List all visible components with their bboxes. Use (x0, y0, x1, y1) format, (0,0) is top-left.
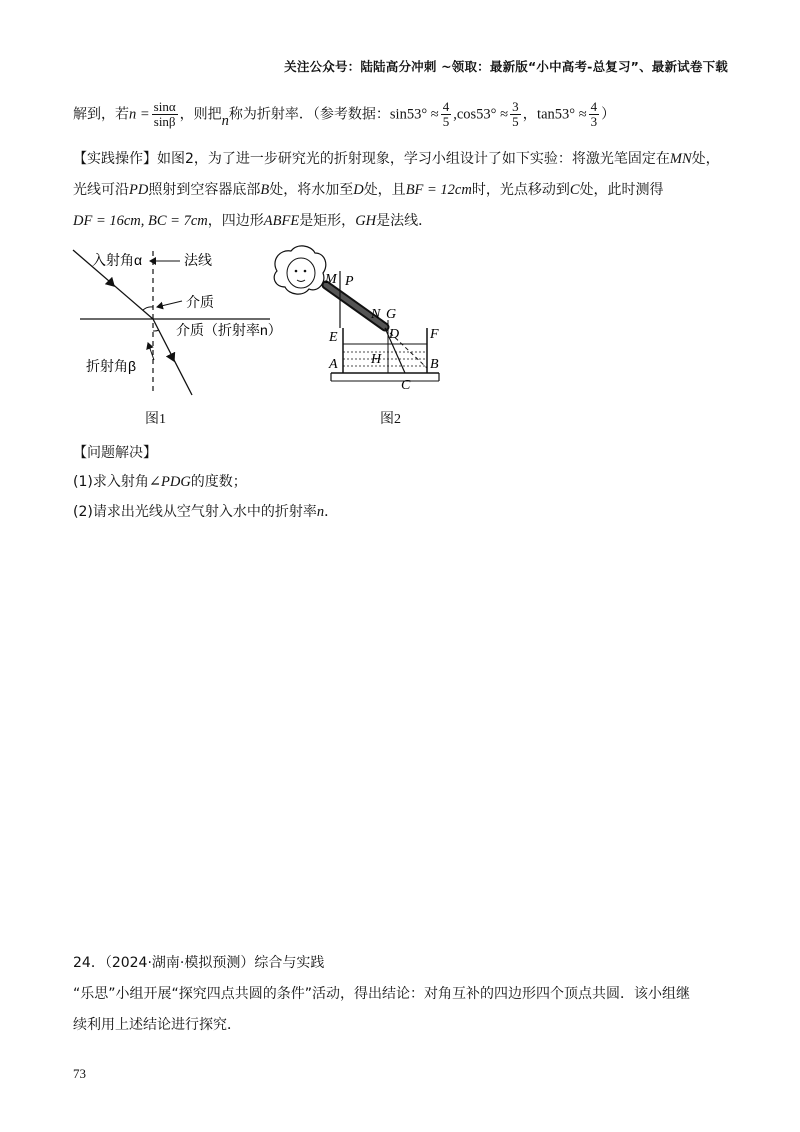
sin53-label: sin53° ≈ (389, 106, 439, 123)
intro-text: 解到，若 (73, 106, 129, 123)
person-head-icon (274, 246, 326, 294)
gh-label: GH (355, 213, 377, 229)
practice-text: ，四边形 (207, 213, 264, 229)
question-24-title: 24．（2024·湖南·模拟预测）综合与实践 (73, 955, 325, 971)
question-text: ． (324, 504, 339, 520)
fraction-numerator: 3 (512, 99, 519, 114)
question-2 (73, 502, 338, 522)
abfe-label: ABFE (263, 213, 300, 229)
practice-line-2 (73, 180, 664, 200)
fraction-numerator: sinα (153, 99, 176, 114)
practice-text: 是法线． (376, 213, 433, 229)
label-p: P (345, 274, 354, 289)
question-text: (2)请求出光线从空气射入水中的折射率 (73, 504, 317, 520)
n-variable: n (316, 504, 325, 520)
n-equals: n = (129, 106, 150, 123)
tan53-label: ，tan53° ≈ (522, 106, 587, 123)
label-b: B (430, 357, 439, 372)
fraction-numerator: 4 (442, 99, 450, 114)
label-c: C (401, 378, 411, 393)
sin-fraction (441, 100, 452, 129)
d-label: D (353, 182, 364, 198)
fraction-denominator: sinβ (153, 114, 176, 129)
df-bc-values: DF = 16cm, BC = 7cm (73, 213, 208, 229)
mn-label: MN (669, 151, 692, 167)
practice-line-1 (73, 149, 720, 169)
practice-text: 【实践操作】如图2，为了进一步研究光的折射现象，学习小组设计了如下实验：将激光笔固定在 (73, 151, 670, 167)
figure-2-caption: 图2 (380, 412, 401, 427)
incidence-arc (143, 307, 153, 310)
intro-text: 称为折射率．（参考数据： (228, 106, 390, 123)
b-label: B (260, 182, 270, 198)
label-d: D (389, 327, 400, 342)
label-n: N (371, 307, 381, 322)
practice-text: 光线可沿 (73, 182, 129, 198)
question-24-line-3: 续利用上述结论进行探究． (73, 1017, 241, 1033)
intro-text: ，则把 (179, 106, 222, 123)
figure-2-diagram (265, 243, 465, 393)
practice-line-3 (73, 211, 432, 231)
question-24-line-2: “乐思”小组开展“探究四点共圆的条件”活动，得出结论：对角互补的四边形四个顶点共圆．该小组继 (73, 986, 691, 1002)
pd-label: PD (129, 182, 149, 198)
practice-text: 处，将水加至 (269, 182, 354, 198)
question-text: 的度数； (190, 474, 247, 490)
incidence-angle-label: 入射角α (92, 252, 143, 268)
label-e: E (329, 330, 338, 345)
normal-label: 法线 (184, 252, 212, 268)
fraction-denominator: 5 (442, 114, 450, 129)
tan-fraction (589, 100, 600, 129)
practice-text: 处，此时测得 (579, 182, 664, 198)
angle-pdg: ∠PDG (148, 474, 191, 490)
medium-pointer (157, 301, 182, 307)
medium-bottom-label: 介质（折射率n） (176, 322, 282, 338)
question-1 (73, 472, 247, 492)
practice-text: 照射到空容器底部 (148, 182, 261, 198)
ratio-fraction (152, 100, 178, 129)
question-text: (1)求入射角 (73, 474, 149, 490)
problem-title: 【问题解决】 (73, 445, 157, 461)
cos53-label: ,cos53° ≈ (453, 106, 509, 123)
label-h: H (371, 352, 382, 367)
practice-text: 是矩形， (299, 213, 356, 229)
label-a: A (329, 357, 338, 372)
fraction-denominator: 3 (590, 114, 598, 129)
fraction-denominator: 5 (512, 114, 519, 129)
practice-text: 时，光点移动到 (471, 182, 570, 198)
medium-top-label: 介质 (186, 294, 214, 310)
page-number: 73 (73, 1066, 86, 1081)
fraction-numerator: 4 (590, 99, 598, 114)
figure-1-caption: 图1 (145, 412, 166, 427)
practice-text: 处，且 (363, 182, 406, 198)
refraction-arc (153, 330, 159, 331)
label-g: G (386, 307, 397, 322)
label-f: F (430, 327, 439, 342)
refraction-angle-label: 折射角β (86, 358, 137, 374)
intro-line (73, 100, 615, 129)
bf-value: BF = 12cm (405, 182, 472, 198)
label-m: M (325, 272, 337, 287)
cos-fraction (510, 100, 521, 129)
c-label: C (569, 182, 580, 198)
n-variable: n (221, 112, 229, 129)
intro-text: ） (601, 106, 616, 123)
page-header: 关注公众号：陆陆高分冲刺 ~领取：最新版“小中高考-总复习”、最新试卷下载 (284, 59, 728, 74)
practice-text: 处， (691, 151, 720, 167)
